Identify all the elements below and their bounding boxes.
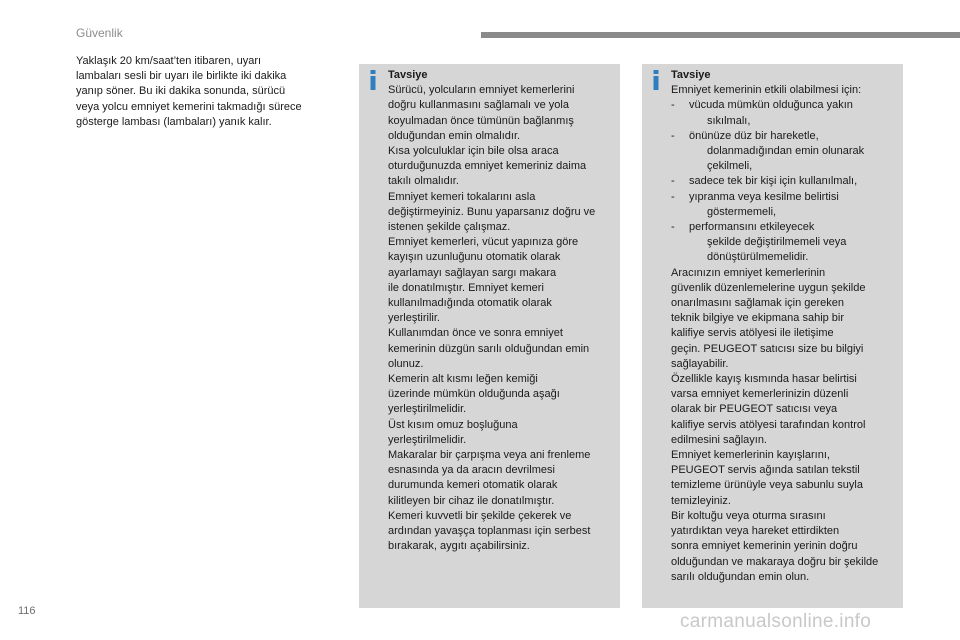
tip-line: Emniyet kemeri tokalarını asla <box>388 190 536 203</box>
watermark: carmanualsonline.info <box>680 611 872 632</box>
tip-line: ayarlamayı sağlayan sargı makara <box>388 266 557 279</box>
bullet-line: dönüştürülmemelidir. <box>707 251 809 264</box>
bullet-item <box>671 98 899 128</box>
intro-line: yanıp söner. Bu iki dakika sonunda, sürücü <box>76 85 286 98</box>
tip-line: durumunda kemeri otomatik olarak <box>388 479 558 492</box>
info-icon <box>648 70 664 90</box>
tip-line: yerleştirilir. <box>388 312 440 325</box>
tip-left-body <box>388 83 616 554</box>
bullet-line: performansını etkileyecek <box>689 221 815 234</box>
tip-line: doğru kullanmasını sağlamalı ve yola <box>388 99 569 112</box>
tip-line: olduğundan ve makaraya doğru bir şekilde <box>671 555 879 568</box>
tip-line: değiştirmeyiniz. Bunu yaparsanız doğru ve <box>388 205 596 218</box>
tip-line: PEUGEOT servis ağında satılan tekstil <box>671 464 860 477</box>
tip-title: Tavsiye <box>388 69 428 81</box>
tip-line: Kemeri kuvvetli bir şekilde çekerek ve <box>388 509 572 522</box>
page-number: 116 <box>18 605 36 617</box>
tip-line: geçin. PEUGEOT satıcısı size bu bilgiyi <box>671 342 864 355</box>
intro-line: veya yolcu emniyet kemerini takmadığı sürece <box>76 100 302 113</box>
tip-right-bullets <box>671 98 899 265</box>
tip-line: olduğundan emin olmalıdır. <box>388 129 521 142</box>
tip-line: Kullanımdan önce ve sonra emniyet <box>388 327 563 340</box>
bullet-line: göstermemeli, <box>707 205 777 218</box>
tip-line: kalifiye servis atölyesi ile iletişime <box>671 327 834 340</box>
tip-line: Makaralar bir çarpışma veya ani frenleme <box>388 449 591 462</box>
tip-line: onarılmasını sağlamak için gereken <box>671 297 845 310</box>
tip-line: Emniyet kemerlerinin kayışlarını, <box>671 449 830 462</box>
bullet-line: sadece tek bir kişi için kullanılmalı, <box>689 175 858 188</box>
bullet-line: şekilde değiştirilmemeli veya <box>707 236 847 249</box>
tip-line: üzerinde mümkün olduğunda aşağı <box>388 388 560 401</box>
bullet-line: dolanmadığından emin olunarak <box>707 145 865 158</box>
header-bar <box>481 32 960 38</box>
bullet-item <box>671 190 899 220</box>
tip-line: sağlayabilir. <box>671 357 729 370</box>
tip-line: esnasında ya da aracın devrilmesi <box>388 464 555 477</box>
tip-line: takılı olmalıdır. <box>388 175 459 188</box>
tip-line: olarak bir PEUGEOT satıcısı veya <box>671 403 838 416</box>
intro-line: gösterge lambası (lambaları) yanık kalır. <box>76 115 272 128</box>
bullet-item <box>671 220 899 266</box>
tip-box-right <box>642 64 903 608</box>
tip-line: Bir koltuğu veya oturma sırasını <box>671 509 826 522</box>
intro-line: Yaklaşık 20 km/saat’ten itibaren, uyarı <box>76 55 262 67</box>
tip-line: Üst kısım omuz boşluğuna <box>388 418 518 431</box>
tip-line: sonra emniyet kemerinin yerinin doğru <box>671 540 858 553</box>
tip-line: Emniyet kemerleri, vücut yapınıza göre <box>388 236 579 249</box>
tip-line: Kemerin alt kısmı leğen kemiği <box>388 373 538 386</box>
tip-title: Tavsiye <box>671 69 711 81</box>
tip-line: yerleştirilmelidir. <box>388 403 467 416</box>
bullet-line: sıkılmalı, <box>707 114 751 127</box>
tip-line: yerleştirilmelidir. <box>388 433 467 446</box>
tip-line: Özellikle kayış kısmında hasar belirtisi <box>671 373 857 386</box>
tip-line: güvenlik düzenlemelerine uygun şekilde <box>671 281 866 294</box>
bullet-line: çekilmeli, <box>707 160 753 173</box>
tip-line: kullanılmadığında otomatik olarak <box>388 297 552 310</box>
bullet-text <box>689 174 899 189</box>
tip-line: temizleme ürünüyle veya sabunlu suyla <box>671 479 863 492</box>
tip-line: ardından yavaşça toplanması için serbest <box>388 525 591 538</box>
bullet-dash: - <box>671 175 675 188</box>
tip-line: Sürücü, yolcuların emniyet kemerlerini <box>388 84 575 97</box>
tip-line: Aracınızın emniyet kemerlerinin <box>671 266 826 279</box>
bullet-dash: - <box>671 129 675 142</box>
bullet-text <box>689 129 899 175</box>
tip-line: kayışın uzunluğunu otomatik olarak <box>388 251 561 264</box>
bullet-item <box>671 174 899 189</box>
bullet-line: önünüze düz bir hareketle, <box>689 129 819 142</box>
bullet-item <box>671 129 899 175</box>
tip-line: edilmesini sağlayın. <box>671 433 767 446</box>
tip-line: yatırdıktan veya hareket ettirdikten <box>671 525 840 538</box>
tip-line: olunuz. <box>388 357 424 370</box>
tip-line: kalifiye servis atölyesi tarafından kontrol <box>671 418 866 431</box>
tip-line: Kısa yolculuklar için bile olsa araca <box>388 145 559 158</box>
tip-line: teknik bilgiye ve ekipmana sahip bir <box>671 312 845 325</box>
bullet-text <box>689 220 899 266</box>
tip-line: oturduğunuzda emniyet kemeriniz daima <box>388 160 587 173</box>
tip-line: temizleyiniz. <box>671 494 731 507</box>
tip-line: sarılı olduğundan emin olun. <box>671 570 810 583</box>
intro-paragraph <box>76 54 341 130</box>
tip-line: koyulmadan önce tümünün bağlanmış <box>388 114 574 127</box>
tip-line: istenen şekilde çalışmaz. <box>388 221 511 234</box>
bullet-dash: - <box>671 99 675 112</box>
bullet-line: yıpranma veya kesilme belirtisi <box>689 190 839 203</box>
info-icon <box>365 70 381 90</box>
section-title: Güvenlik <box>76 26 123 40</box>
tip-lead: Emniyet kemerinin etkili olabilmesi için: <box>671 84 862 97</box>
tip-line: kilitleyen bir cihaz ile donatılmıştır. <box>388 494 555 507</box>
tip-line: bırakarak, aygıtı açabilirsiniz. <box>388 540 530 553</box>
tip-line: varsa emniyet kemerlerinizin düzenli <box>671 388 849 401</box>
intro-line: lambaları sesli bir uyarı ile birlikte iki dakika <box>76 70 287 83</box>
bullet-text <box>689 190 899 220</box>
tip-line: kemerinin düzgün sarılı olduğundan emin <box>388 342 590 355</box>
bullet-text <box>689 98 899 128</box>
tip-box-left <box>359 64 620 608</box>
tip-right-body <box>671 266 899 585</box>
bullet-line: vücuda mümkün olduğunca yakın <box>689 99 853 112</box>
tip-line: ile donatılmıştır. Emniyet kemeri <box>388 281 544 294</box>
bullet-dash: - <box>671 190 675 203</box>
bullet-dash: - <box>671 221 675 234</box>
